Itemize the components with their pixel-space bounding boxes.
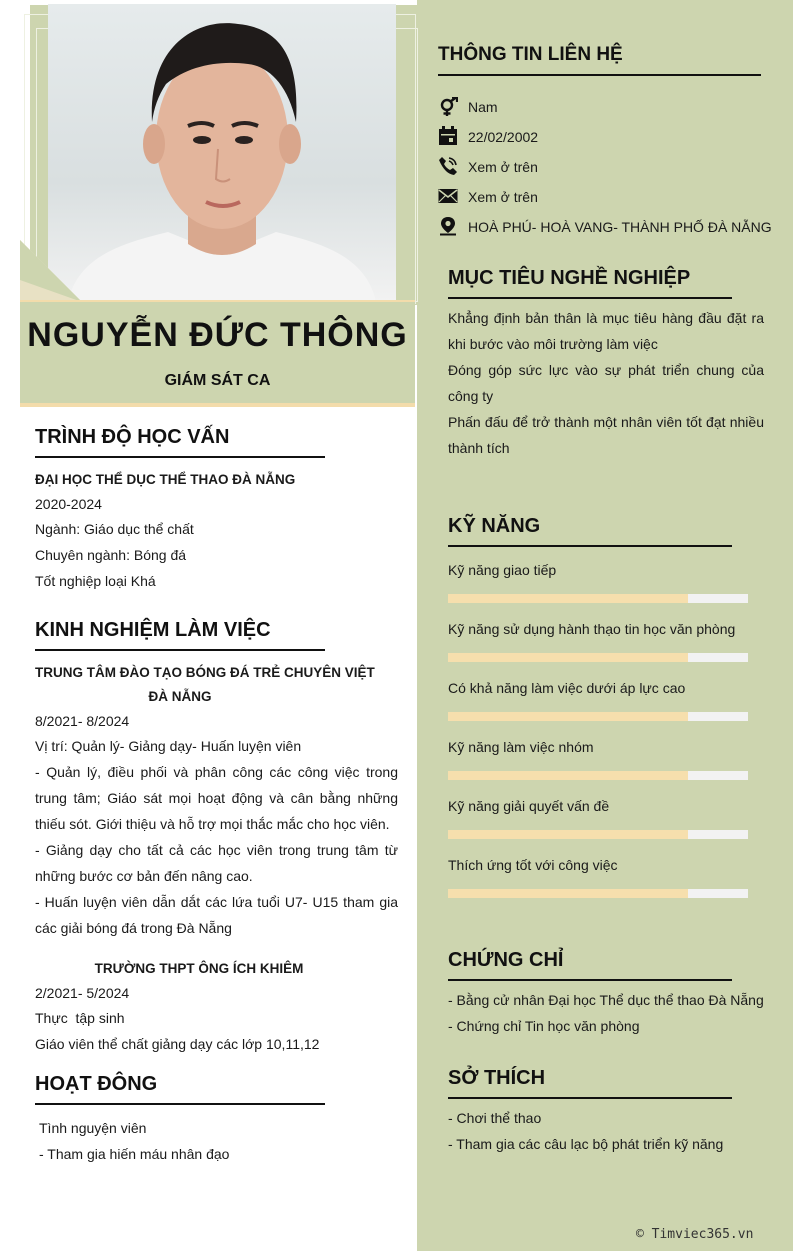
skills-rule [448, 545, 732, 547]
candidate-role: GIÁM SÁT CA [164, 372, 271, 389]
corner-fold [20, 240, 82, 302]
contact-birthday: 22/02/2002 [468, 129, 539, 145]
contact-heading: THÔNG TIN LIÊN HỆ [438, 44, 623, 65]
phone-icon [438, 156, 458, 176]
education-period: 2020-2024 [35, 496, 102, 512]
job1-duty: - Giảng dạy cho tất cả các học viên trong trung tâm từ những bước cơ bản đến nâng cao. [35, 842, 398, 884]
skill-label: Kỹ năng làm việc nhóm [448, 739, 594, 755]
job1-company: TRUNG TÂM ĐÀO TẠO BÓNG ĐÁ TRẺ CHUYÊN VIỆT [35, 665, 375, 680]
job2-duty: Giáo viên thể chất giảng dạy các lớp 10,11,12 [35, 1036, 320, 1052]
objective-rule [448, 297, 732, 299]
skill-level-fill [448, 653, 688, 662]
skill-level-fill [448, 712, 688, 721]
education-specialization: Chuyên ngành: Bóng đá [35, 547, 187, 563]
job1-company-line2: ĐÀ NẴNG [148, 689, 212, 704]
certificate-item: - Chứng chỉ Tin học văn phòng [448, 1018, 640, 1034]
contact-rule [438, 74, 761, 76]
activities-heading: HOẠT ĐÔNG [35, 1073, 158, 1095]
contact-phone: Xem ở trên [468, 159, 538, 175]
hobbies-heading: SỞ THÍCH [448, 1067, 546, 1089]
skills-heading: KỸ NĂNG [448, 515, 541, 537]
skill-label: Kỹ năng giao tiếp [448, 562, 557, 578]
contact-email: Xem ở trên [468, 189, 538, 205]
profile-photo [48, 4, 396, 302]
skill-level-fill [448, 889, 688, 898]
activities-rule [35, 1103, 325, 1105]
email-icon [438, 186, 458, 206]
objective-text [448, 305, 764, 461]
contact-gender: Nam [468, 99, 498, 115]
job2-period: 2/2021- 5/2024 [35, 985, 130, 1001]
skill-level-fill [448, 830, 688, 839]
skill-label: Có khả năng làm việc dưới áp lực cao [448, 680, 686, 696]
skill-label: Kỹ năng sử dụng hành thạo tin học văn phòng [448, 621, 736, 637]
hobbies-rule [448, 1097, 732, 1099]
objective-line: Phấn đấu để trở thành một nhân viên tốt đạt nhiều thành tích [448, 414, 764, 456]
job1-position: Vị trí: Quản lý- Giảng dạy- Huấn luyện viên [35, 738, 302, 754]
hobby-item: - Chơi thể thao [448, 1110, 542, 1126]
job2-company: TRƯỜNG THPT ÔNG ÍCH KHIÊM [94, 961, 304, 976]
education-heading: TRÌNH ĐỘ HỌC VẤN [35, 426, 230, 448]
copyright-footer: © Timviec365.vn [636, 1227, 754, 1242]
certificate-item: - Bằng cử nhân Đại học Thể dục thể thao Đà Nẵng [448, 992, 764, 1008]
objective-line: Đóng góp sức lực vào sự phát triển chung của công ty [448, 362, 764, 404]
experience-rule [35, 649, 325, 651]
job1-duties [35, 759, 398, 941]
skill-level-bar [448, 771, 748, 780]
objective-line: Khẳng định bản thân là mục tiêu hàng đầu đặt ra khi bước vào môi trường làm việc [448, 310, 764, 352]
education-major: Ngành: Giáo dục thể chất [35, 521, 194, 537]
skill-label: Kỹ năng giải quyết vấn đề [448, 798, 610, 814]
skill-level-bar [448, 830, 748, 839]
education-rule [35, 456, 325, 458]
activity-item: Tình nguyện viên [39, 1120, 147, 1136]
name-band-bottom-line [20, 403, 415, 407]
gender-icon [438, 97, 458, 117]
certificates-heading: CHỨNG CHỈ [448, 949, 564, 971]
skill-level-bar [448, 712, 748, 721]
activity-item: - Tham gia hiến máu nhân đạo [39, 1146, 230, 1162]
job1-period: 8/2021- 8/2024 [35, 713, 130, 729]
skill-level-bar [448, 653, 748, 662]
job1-duty: - Quản lý, điều phối và phân công các công việc trong trung tâm; Giáo sát mọi hoạt động và cân bằng những thiếu sót. Giới thiệu và hỗ trợ mọi thắc mắc cho học viên. [35, 764, 398, 832]
education-school: ĐẠI HỌC THỂ DỤC THỂ THAO ĐÀ NẴNG [35, 472, 296, 487]
job1-duty: - Huấn luyện viên dẫn dắt các lứa tuổi U7- U15 tham gia các giải bóng đá trong Đà Nẵng [35, 894, 398, 936]
calendar-icon [438, 126, 458, 146]
candidate-name: NGUYỄN ĐỨC THÔNG [27, 316, 408, 354]
skill-level-bar [448, 889, 748, 898]
location-icon [438, 216, 458, 236]
contact-address: HOÀ PHÚ- HOÀ VANG- THÀNH PHỐ ĐÀ NẴNG [468, 219, 772, 235]
skill-level-fill [448, 594, 688, 603]
skill-label: Thích ứng tốt với công việc [448, 857, 618, 873]
skill-level-fill [448, 771, 688, 780]
job2-position: Thực tập sinh [35, 1010, 125, 1026]
experience-heading: KINH NGHIỆM LÀM VIỆC [35, 619, 271, 641]
education-grade: Tốt nghiệp loại Khá [35, 573, 156, 589]
skill-level-bar [448, 594, 748, 603]
objective-heading: MỤC TIÊU NGHỀ NGHIỆP [448, 267, 691, 289]
hobby-item: - Tham gia các câu lạc bộ phát triển kỹ năng [448, 1136, 724, 1152]
certificates-rule [448, 979, 732, 981]
